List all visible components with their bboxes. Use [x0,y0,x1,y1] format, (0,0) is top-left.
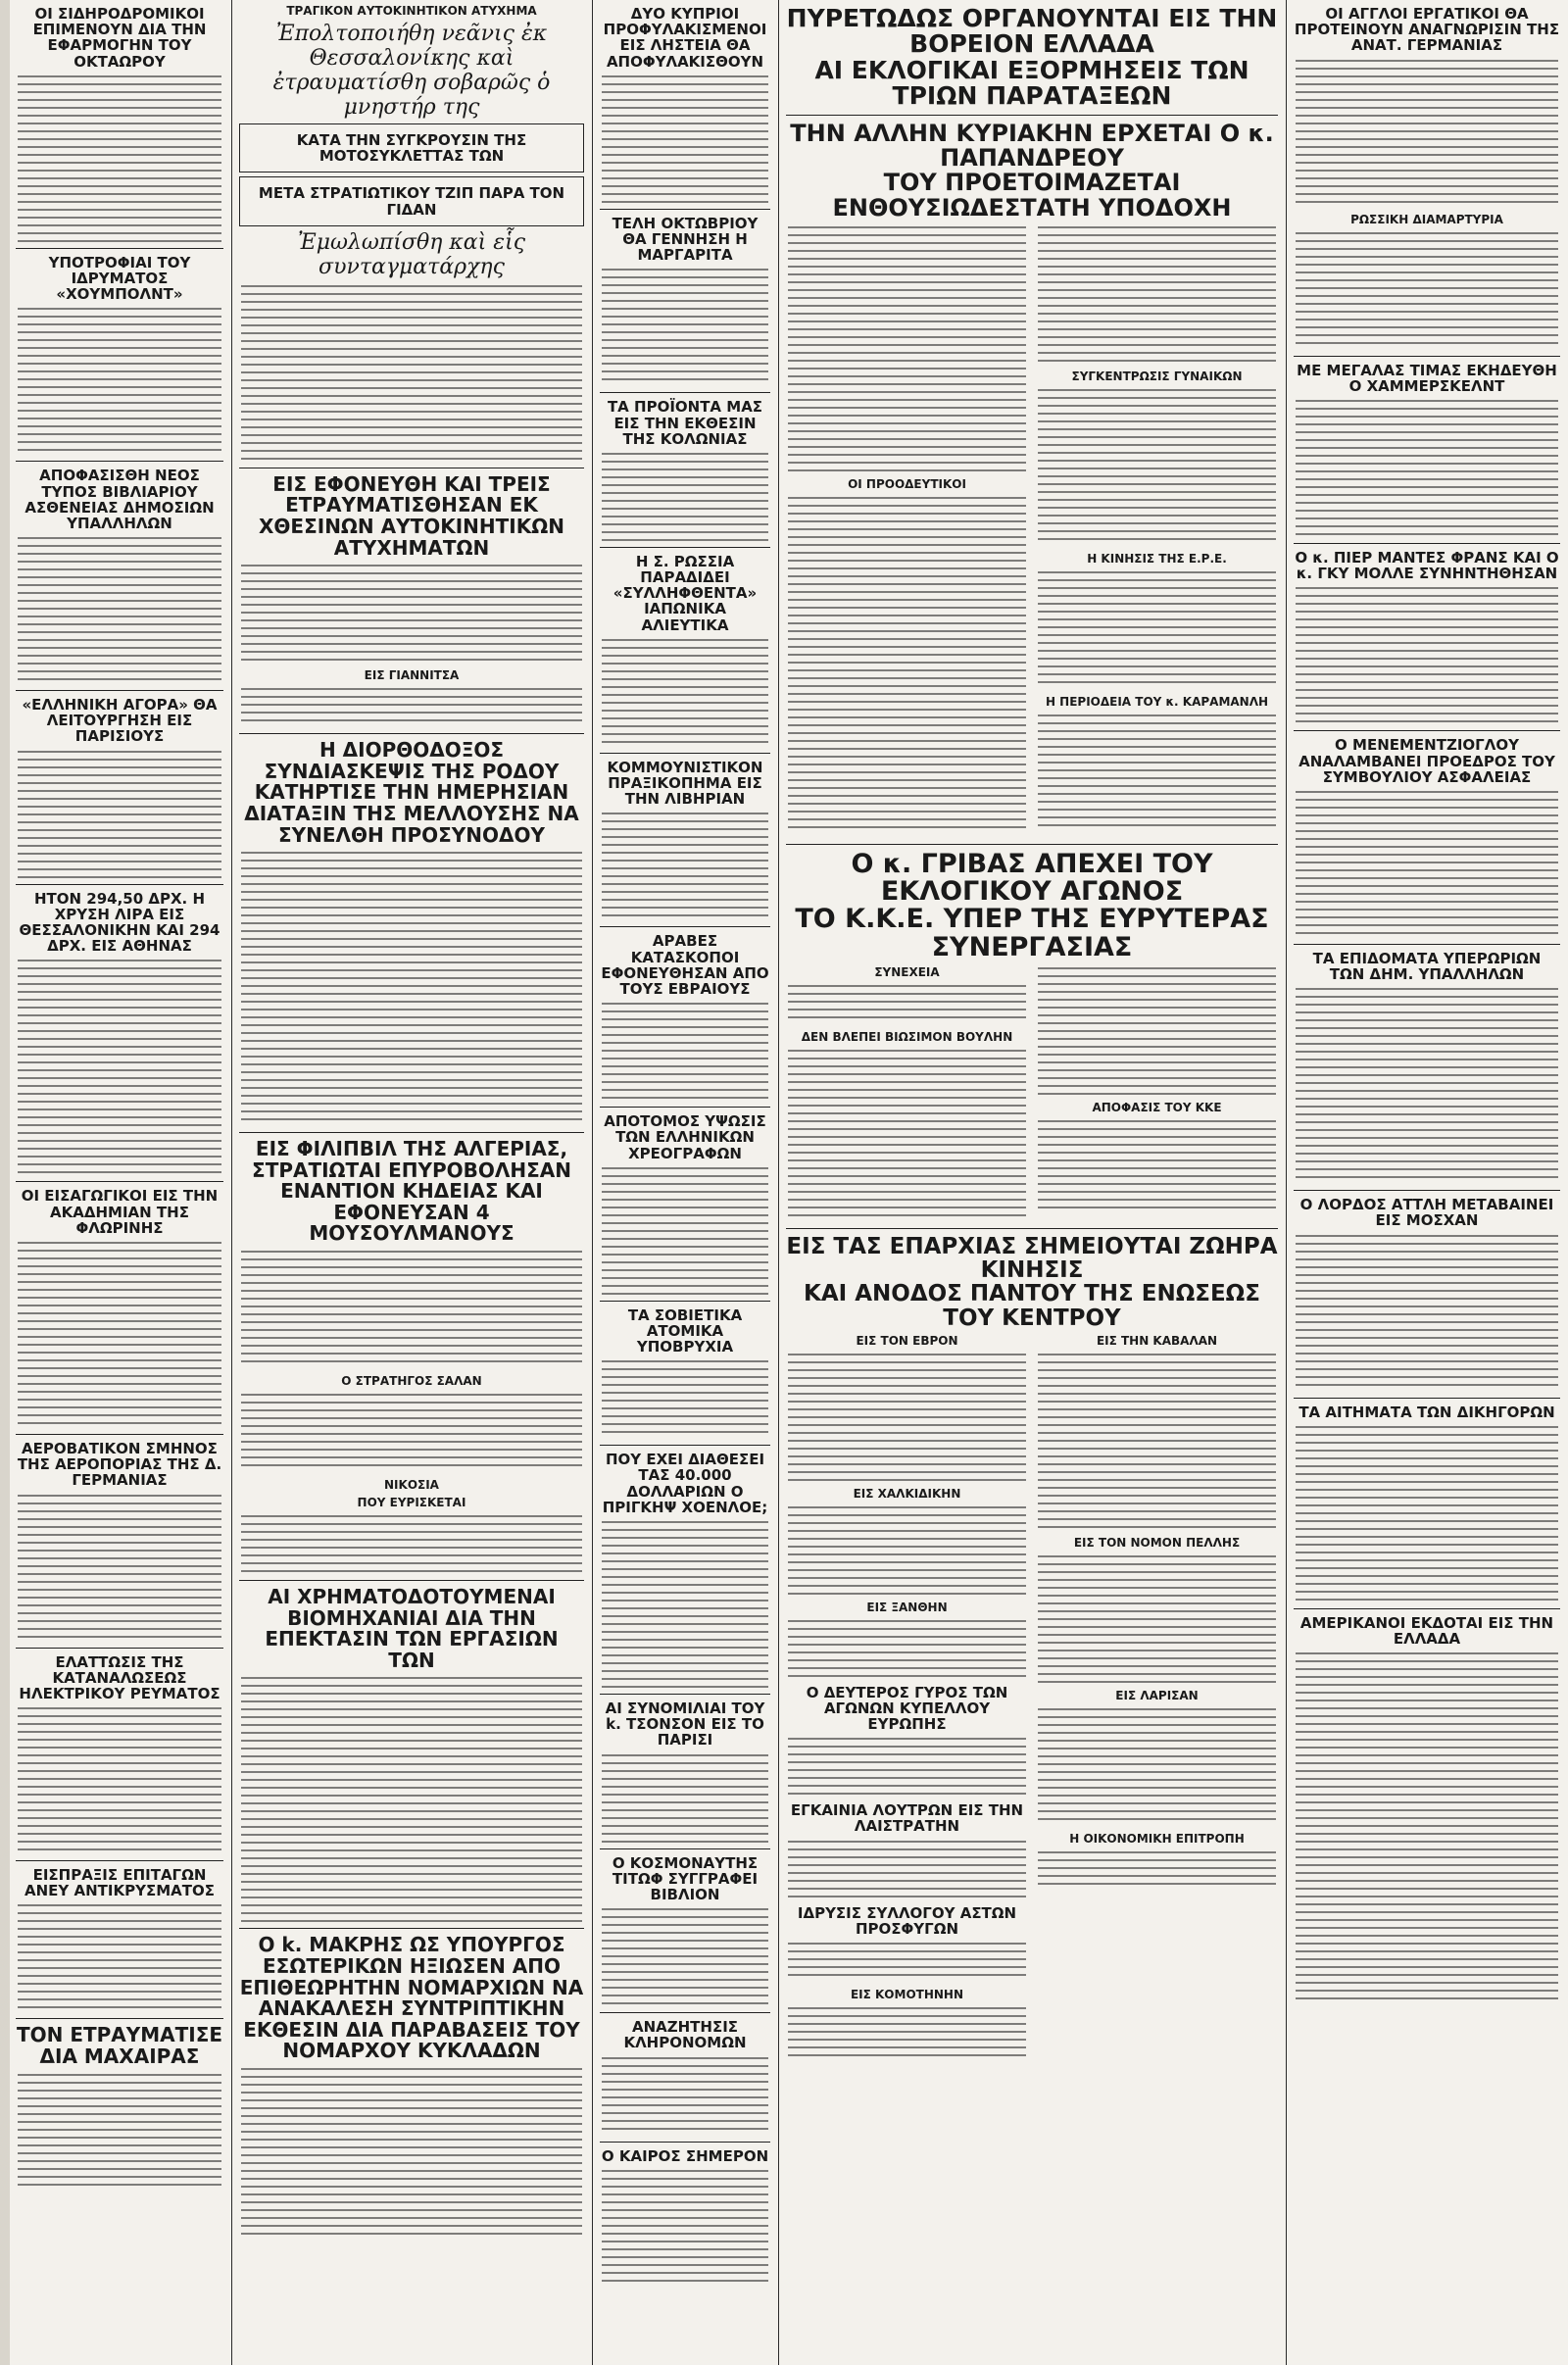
headline-lawyers: ΤΑ ΑΙΤΗΜΑΤΑ ΤΩΝ ΔΙΚΗΓΟΡΩΝ [1298,1403,1555,1421]
headline-weather: Ο ΚΑΙΡΟΣ ΣΗΜΕΡΟΝ [601,2146,769,2165]
banner-provinces-2: ΚΑΙ ΑΝΟΔΟΣ ΠΑΝΤΟΥ ΤΗΣ ΕΝΩΣΕΩΣ ΤΟΥ ΚΕΝΤΡΟΥ [804,1281,1260,1331]
headline-hohenlohe: ΠΟΥ ΕΧΕΙ ΔΙΑΘΕΣΕΙ ΤΑΣ 40.000 ΔΟΛΛΑΡΙΩΝ Ο ΠΡΙΓΚΗΨ ΧΟΕΝΛΟΕ; [602,1451,768,1516]
headline-attlee: Ο ΛΟΡΔΟΣ ΑΤΤΛΗ ΜΕΤΑΒΑΙΝΕΙ ΕΙΣ ΜΟΣΧΑΝ [1299,1196,1554,1230]
subhead-parliament: ΔΕΝ ΒΛΕΠΕΙ ΒΙΩΣΙΜΟΝ ΒΟΥΛΗΝ [801,1030,1013,1045]
column-rule [592,0,593,2365]
article-body [788,1943,1026,1982]
article-body [18,537,221,684]
article-body [1038,714,1276,832]
column-rule [778,0,779,2365]
article-body [1296,1652,1558,2005]
article-body [241,1515,582,1574]
article-body [18,1495,221,1642]
headline-girl-killed: Ἐπολτοποιήθη νεᾶνις ἐκ Θεσσαλονίκης καὶ ἐτραυματίσθη σοβαρῶς ὁ μνηστήρ της [272,22,551,120]
subhead-pella: ΕΙΣ ΤΟΝ ΝΟΜΟΝ ΠΕΛΛΗΣ [1073,1535,1241,1550]
headline-makris: Ο k. ΜΑΚΡΗΣ ΩΣ ΥΠΟΥΡΓΟΣ ΕΣΩΤΕΡΙΚΩΝ ΗΞΙΩΣΕΝ ΑΠΟ ΕΠΙΘΕΩΡΗΤΗΝ ΝΟΜΑΡΧΙΩΝ ΝΑ ΑΝΑΚΑΛΕΣΗ ΣΥΝΤΡΙΠΤΙΚΗΝ ΕΚΘΕΣΙΝ ΔΙΑ ΠΑΡΑΒΑΣΕΙΣ ΤΟΥ ΝΟΜΑΡΧΟΥ ΚΥΚΛΑΔΩΝ [239,1933,584,2063]
article-body [1296,400,1558,537]
article-body [602,2057,768,2136]
article-body [241,1677,582,1922]
headline-algeria-funeral: ΕΙΣ ΦΙΛΙΠΒΙΛ ΤΗΣ ΑΛΓΕΡΙΑΣ, ΣΤΡΑΤΙΩΤΑΙ ΕΠΥΡΟΒΟΛΗΣΑΝ ΕΝΑΝΤΙΟΝ ΚΗΔΕΙΑΣ ΚΑΙ ΕΦΟΝΕΥΣΑΝ 4 ΜΟΥΣΟΥΛΜΑΝΟΥΣ [252,1137,571,1246]
article-body [602,1003,768,1101]
article-body [1038,1120,1276,1208]
article-body [602,453,768,541]
headline-refugees: ΙΔΡΥΣΙΣ ΣΥΛΛΟΓΟΥ ΑΣΤΩΝ ΠΡΟΣΦΥΓΩΝ [797,1903,1017,1938]
subhead-chalkidiki: ΕΙΣ ΧΑΛΚΙΔΙΚΗΝ [853,1486,961,1501]
article-body [788,1841,1026,1899]
headline-american-publishers: ΑΜΕΡΙΚΑΝΟΙ ΕΚΔΟΤΑΙ ΕΙΣ ΤΗΝ ΕΛΛΑΔΑ [1299,1613,1554,1648]
article-body [602,2170,768,2288]
article-body [602,75,768,203]
article-body [241,688,582,727]
column-3 [596,0,774,2365]
headline-titov: Ο ΚΟΣΜΟΝΑΥΤΗΣ ΤΙΤΩΦ ΣΥΓΓΡΑΦΕΙ ΒΙΒΛΙΟΝ [612,1853,759,1903]
headline-gold-sovereign: ΗΤΟΝ 294,50 ΔΡΧ. Η ΧΡΥΣΗ ΛΙΡΑ ΕΙΣ ΘΕΣΣΑΛΟΝΙΚΗΝ ΚΑΙ 294 ΔΡΧ. ΕΙΣ ΑΘΗΝΑΣ [19,889,220,956]
article-body [241,1394,582,1472]
headline-mendes-france: Ο κ. ΠΙΕΡ ΜΑΝΤΕΣ ΦΡΑΝΣ ΚΑΙ Ο κ. ΓΚΥ ΜΟΛΛΕ ΣΥΝΗΝΤΗΘΗΣΑΝ [1295,548,1559,583]
headline-industries: ΑΙ ΧΡΗΜΑΤΟΔΟΤΟΥΜΕΝΑΙ ΒΙΟΜΗΧΑΝΙΑΙ ΔΙΑ ΤΗΝ ΕΠΕΚΤΑΣΙΝ ΤΩΝ ΕΡΓΑΣΙΩΝ ΤΩΝ [265,1585,559,1672]
kke-headline: ΤΟ Κ.Κ.Ε. ΥΠΕΡ ΤΗΣ ΕΥΡΥΤΕΡΑΣ ΣΥΝΕΡΓΑΣΙΑΣ [795,904,1269,962]
article-body [18,75,221,242]
article-body [788,1620,1026,1679]
article-body [241,285,582,462]
banner-provinces-1: ΕΙΣ ΤΑΣ ΕΠΑΡΧΙΑΣ ΣΗΜΕΙΟΥΤΑΙ ΖΩΗΡΑ ΚΙΝΗΣΙΣ [786,1234,1278,1284]
headline-cup: Ο ΔΕΥΤΕΡΟΣ ΓΥΡΟΣ ΤΩΝ ΑΓΩΝΩΝ ΚΥΠΕΛΛΟΥ ΕΥΡΩΠΗΣ [806,1683,1008,1734]
headline-cologne-fair: ΤΑ ΠΡΟΪΟΝΤΑ ΜΑΣ ΕΙΣ ΤΗΝ ΕΚΘΕΣΙΝ ΤΗΣ ΚΟΛΩΝΙΑΣ [607,398,763,448]
column-1 [12,0,227,2365]
headline-heirs: ΑΝΑΖΗΤΗΣΙΣ ΚΛΗΡΟΝΟΜΩΝ [623,2018,747,2052]
subhead-continued: ΣΥΝΕΧΕΙΑ [874,965,940,980]
article-body [602,269,768,386]
banner-line-3: ΤΗΝ ΑΛΛΗΝ ΚΥΡΙΑΚΗΝ ΕΡΧΕΤΑΙ Ο κ. ΠΑΠΑΝΔΡΕΟΥ [790,120,1274,172]
column-5 [1290,0,1564,2365]
article-body [1296,1235,1558,1392]
article-body [18,751,221,878]
column-rule [231,0,232,2365]
column-rule [1286,0,1287,2365]
headline-cheques: ΕΙΣΠΡΑΞΙΣ ΕΠΙΤΑΓΩΝ ΑΝΕΥ ΑΝΤΙΚΡΥΣΜΑΤΟΣ [24,1866,215,1900]
headline-british-labour: ΟΙ ΑΓΓΛΟΙ ΕΡΓΑΤΙΚΟΙ ΘΑ ΠΡΟΤΕΙΝΟΥΝ ΑΝΑΓΝΩΡΙΣΙΝ ΤΗΣ ΑΝΑΤ. ΓΕΡΜΑΝΙΑΣ [1294,5,1560,55]
article-body [788,1738,1026,1797]
article-body [1038,1555,1276,1683]
subhead-women: ΣΥΓΚΕΝΤΡΩΣΙΣ ΓΥΝΑΙΚΩΝ [1071,369,1243,383]
subhead-giannitsa: ΕΙΣ ΓΙΑΝΝΙΤΣΑ [364,668,460,683]
subhead-evros: ΕΙΣ ΤΟΝ ΕΒΡΟΝ [856,1333,958,1348]
headline-humboldt: ΥΠΟΤΡΟΦΙΑΙ ΤΟΥ ΙΔΡΥΜΑΤΟΣ «ΧΟΥΜΠΟΛΝΤ» [48,253,191,304]
article-body [788,2007,1026,2056]
article-body [241,2068,582,2235]
article-body [788,1354,1026,1481]
article-body [1038,1708,1276,1826]
article-body [1038,389,1276,546]
article-body [1296,791,1558,938]
headline-johnson: ΑΙ ΣΥΝΟΜΙΛΙΑΙ ΤΟΥ k. ΤΣΟΝΣΟΝ ΕΙΣ ΤΟ ΠΑΡΙΣΙ [605,1700,765,1749]
article-body [1296,988,1558,1184]
subhead-progressives: ΟΙ ΠΡΟΟΔΕΥΤΙΚΟΙ [848,476,966,491]
headline-electricity: ΕΛΑΤΤΩΣΙΣ ΤΗΣ ΚΑΤΑΝΑΛΩΣΕΩΣ ΗΛΕΚΤΡΙΚΟΥ ΡΕΥΜΑΤΟΣ [19,1652,220,1702]
headline-knife: ΤΟΝ ΕΤΡΑΥΜΑΤΙΣΕ ΔΙΑ ΜΑΧΑΙΡΑΣ [16,2023,223,2069]
headline-submarines: ΤΑ ΣΟΒΙΕΤΙΚΑ ΑΤΟΜΙΚΑ ΥΠΟΒΡΥΧΙΑ [627,1306,743,1356]
headline-liberia: ΚΟΜΜΟΥΝΙΣΤΙΚΟΝ ΠΡΑΞΙΚΟΠΗΜΑ ΕΙΣ ΤΗΝ ΛΙΒΗΡΙΑΝ [607,758,763,809]
headline-rhodes-synod: Η ΔΙΟΡΘΟΔΟΞΟΣ ΣΥΝΔΙΑΣΚΕΨΙΣ ΤΗΣ ΡΟΔΟΥ ΚΑΤΗΡΤΙΣΕ ΤΗΝ ΗΜΕΡΗΣΙΑΝ ΔΙΑΤΑΞΙΝ ΤΗΣ ΜΕΛΛΟΥΣΗΣ ΝΑ ΣΥΝΕΛΘΗ ΠΡΟΣΥΝΟΔΟΥ [244,738,579,847]
article-body [602,1521,768,1688]
article-body [1296,1426,1558,1602]
banner-line-1: ΠΥΡΕΤΩΔΩΣ ΟΡΓΑΝΟΥΝΤΑΙ ΕΙΣ ΤΗΝ ΒΟΡΕΙΟΝ ΕΛΛΑΔΑ [786,4,1278,59]
subhead-economic-committee: Η ΟΙΚΟΝΟΜΙΚΗ ΕΠΙΤΡΟΠΗ [1069,1831,1245,1846]
subhead-xanthi: ΕΙΣ ΞΑΝΘΗΝ [866,1600,948,1614]
article-body [602,1360,768,1439]
article-body [788,226,1026,471]
article-body [1296,60,1558,207]
article-body [788,1506,1026,1595]
article-body [602,813,768,920]
subhead-kavala: ΕΙΣ ΤΗΝ ΚΑΒΑΛΑΝ [1096,1333,1218,1348]
article-body [1038,967,1276,1095]
headline-accidents: ΕΙΣ ΕΦΟΝΕΥΘΗ ΚΑΙ ΤΡΕΙΣ ΕΤΡΑΥΜΑΤΙΣΘΗΣΑΝ ΕΚ ΧΘΕΣΙΝΩΝ ΑΥΤΟΚΙΝΗΤΙΚΩΝ ΑΤΥΧΗΜΑΤΩΝ [259,471,564,560]
article-body [18,2074,221,2192]
article-body [1038,226,1276,364]
article-body [18,960,221,1175]
article-body [788,497,1026,830]
article-body [602,1754,768,1843]
deck-jeep: ΜΕΤΑ ΣΤΡΑΤΙΩΤΙΚΟΥ ΤΖΙΠ ΠΑΡΑ ΤΟΝ ΓΙΔΑΝ [258,184,565,219]
article-body [18,1242,221,1428]
headline-sickness-booklet: ΑΠΟΦΑΣΙΣΘΗ ΝΕΟΣ ΤΥΠΟΣ ΒΙΒΛΙΑΡΙΟΥ ΑΣΘΕΝΕΙΑΣ ΔΗΜΟΣΙΩΝ ΥΠΑΛΛΗΛΩΝ [24,467,215,532]
deck-colonel: Ἐμωλωπίσθη καὶ εἷς συνταγματάρχης [297,229,526,279]
article-body [602,639,768,747]
article-body [1296,587,1558,724]
column-2 [235,0,588,2365]
subhead-larisa: ΕΙΣ ΛΑΡΙΣΑΝ [1115,1688,1199,1702]
subhead-ere: Η ΚΙΝΗΣΙΣ ΤΗΣ Ε.Ρ.Ε. [1087,551,1227,566]
article-body [18,1904,221,2012]
headline-overtime: ΤΑ ΕΠΙΔΟΜΑΤΑ ΥΠΕΡΩΡΙΩΝ ΤΩΝ ΔΗΜ. ΥΠΑΛΛΗΛΩΝ [1312,949,1542,984]
subhead-where: ΠΟΥ ΕΥΡΙΣΚΕΤΑΙ [357,1496,466,1510]
subhead-kke-decision: ΑΠΟΦΑΣΙΣ ΤΟΥ ΚΚΕ [1092,1101,1222,1115]
headline-security-council: Ο ΜΕΝΕΜΕΝΤΖΙΟΓΛΟΥ ΑΝΑΛΑΜΒΑΝΕΙ ΠΡΟΕΔΡΟΣ ΤΟΥ ΣΥΜΒΟΥΛΙΟΥ ΑΣΦΑΛΕΙΑΣ [1298,736,1555,786]
headline-bonds: ΑΠΟΤΟΜΟΣ ΥΨΩΣΙΣ ΤΩΝ ΕΛΛΗΝΙΚΩΝ ΧΡΕΟΓΡΑΦΩΝ [604,1112,766,1162]
banner-line-4: ΤΟΥ ΠΡΟΕΤΟΙΜΑΖΕΤΑΙ ΕΝΘΟΥΣΙΩΔΕΣΤΑΤΗ ΥΠΟΔΟΧΗ [832,169,1232,222]
headline-margarita: ΤΕΛΗ ΟΚΤΩΒΡΙΟΥ ΘΑ ΓΕΝΝΗΣΗ Η ΜΑΡΓΑΡΙΤΑ [612,214,759,265]
main-column [782,0,1282,2365]
page-edge [0,0,10,2365]
article-body [1038,571,1276,689]
subhead-komotini: ΕΙΣ ΚΟΜΟΤΗΝΗΝ [850,1988,964,2001]
grivas-headline: Ο κ. ΓΡΙΒΑΣ ΑΠΕΧΕΙ ΤΟΥ ΕΚΛΟΓΙΚΟΥ ΑΓΩΝΟΣ [851,848,1213,908]
article-body [18,1707,221,1854]
subhead-russian-protest: ΡΩΣΣΙΚΗ ΔΙΑΜΑΡΤΥΡΙΑ [1350,212,1503,226]
article-body [602,1167,768,1295]
subhead-karamanlis: Η ΠΕΡΙΟΔΕΙΑ ΤΟΥ κ. ΚΑΡΑΜΑΝΛΗ [1045,694,1269,709]
subhead-nicosia: ΝΙΚΟΣΙΑ [384,1478,439,1493]
headline-arab-spies: ΑΡΑΒΕΣ ΚΑΤΑΣΚΟΠΟΙ ΕΦΟΝΕΥΘΗΣΑΝ ΑΠΟ ΤΟΥΣ ΕΒΡΑΙΟΥΣ [601,932,769,998]
article-body [241,565,582,663]
deck-collision: ΚΑΤΑ ΤΗΝ ΣΥΓΚΡΟΥΣΙΝ ΤΗΣ ΜΟΤΟΣΥΚΛΕΤΤΑΣ ΤΩΝ [296,131,527,166]
headline-cypriots: ΔΥΟ ΚΥΠΡΙΟΙ ΠΡΟΦΥΛΑΚΙΣΜΕΝΟΙ ΕΙΣ ΛΗΣΤΕΙΑ ΘΑ ΑΠΟΦΥΛΑΚΙΣΘΟΥΝ [603,5,767,71]
headline-railway-workers: ΟΙ ΣΙΔΗΡΟΔΡΟΜΙΚΟΙ ΕΠΙΜΕΝΟΥΝ ΔΙΑ ΤΗΝ ΕΦΑΡΜΟΓΗΝ ΤΟΥ ΟΚΤΑΩΡΟΥ [32,5,207,71]
article-body [1038,1354,1276,1530]
article-body [18,308,221,455]
headline-greek-market-paris: «ΕΛΛΗΝΙΚΗ ΑΓΟΡΑ» ΘΑ ΛΕΙΤΟΥΡΓΗΣΗ ΕΙΣ ΠΑΡΙΣΙΟΥΣ [22,696,218,746]
article-body [241,852,582,1126]
article-body [788,985,1026,1024]
headline-florina-academy: ΟΙ ΕΙΣΑΓΩΓΙΚΟΙ ΕΙΣ ΤΗΝ ΑΚΑΔΗΜΙΑΝ ΤΗΣ ΦΛΩΡΙΝΗΣ [21,1187,219,1237]
headline-baths: ΕΓΚΑΙΝΙΑ ΛΟΥΤΡΩΝ ΕΙΣ ΤΗΝ ΛΑΙΣΤΡΑΤΗΝ [790,1801,1024,1836]
article-body [241,1251,582,1368]
headline-japanese-boats: Η Σ. ΡΩΣΣΙΑ ΠΑΡΑΔΙΔΕΙ «ΣΥΛΛΗΦΘΕΝΤΑ» ΙΑΠΩΝΙΚΑ ΑΛΙΕΥΤΙΚΑ [612,552,758,634]
article-body [602,1908,768,2006]
headline-hammarskjold: ΜΕ ΜΕΓΑΛΑΣ ΤΙΜΑΣ ΕΚΗΔΕΥΘΗ Ο ΧΑΜΜΕΡΣΚΕΛΝΤ [1297,361,1557,395]
article-body [1296,232,1558,350]
article-body [1038,1851,1276,1891]
banner-line-2: ΑΙ ΕΚΛΟΓΙΚΑΙ ΕΞΟΡΜΗΣΕΙΣ ΤΩΝ ΤΡΙΩΝ ΠΑΡΑΤΑΞΕΩΝ [814,55,1250,110]
subhead-salan: Ο ΣΤΡΑΤΗΓΟΣ ΣΑΛΑΝ [341,1374,482,1389]
kicker-accident: ΤΡΑΓΙΚΟΝ ΑΥΤΟΚΙΝΗΤΙΚΟΝ ΑΤΥΧΗΜΑ [286,4,537,18]
headline-aerobatic-squadron: ΑΕΡΟΒΑΤΙΚΟΝ ΣΜΗΝΟΣ ΤΗΣ ΑΕΡΟΠΟΡΙΑΣ ΤΗΣ Δ. ΓΕΡΜΑΝΙΑΣ [17,1439,222,1490]
article-body [788,1050,1026,1216]
